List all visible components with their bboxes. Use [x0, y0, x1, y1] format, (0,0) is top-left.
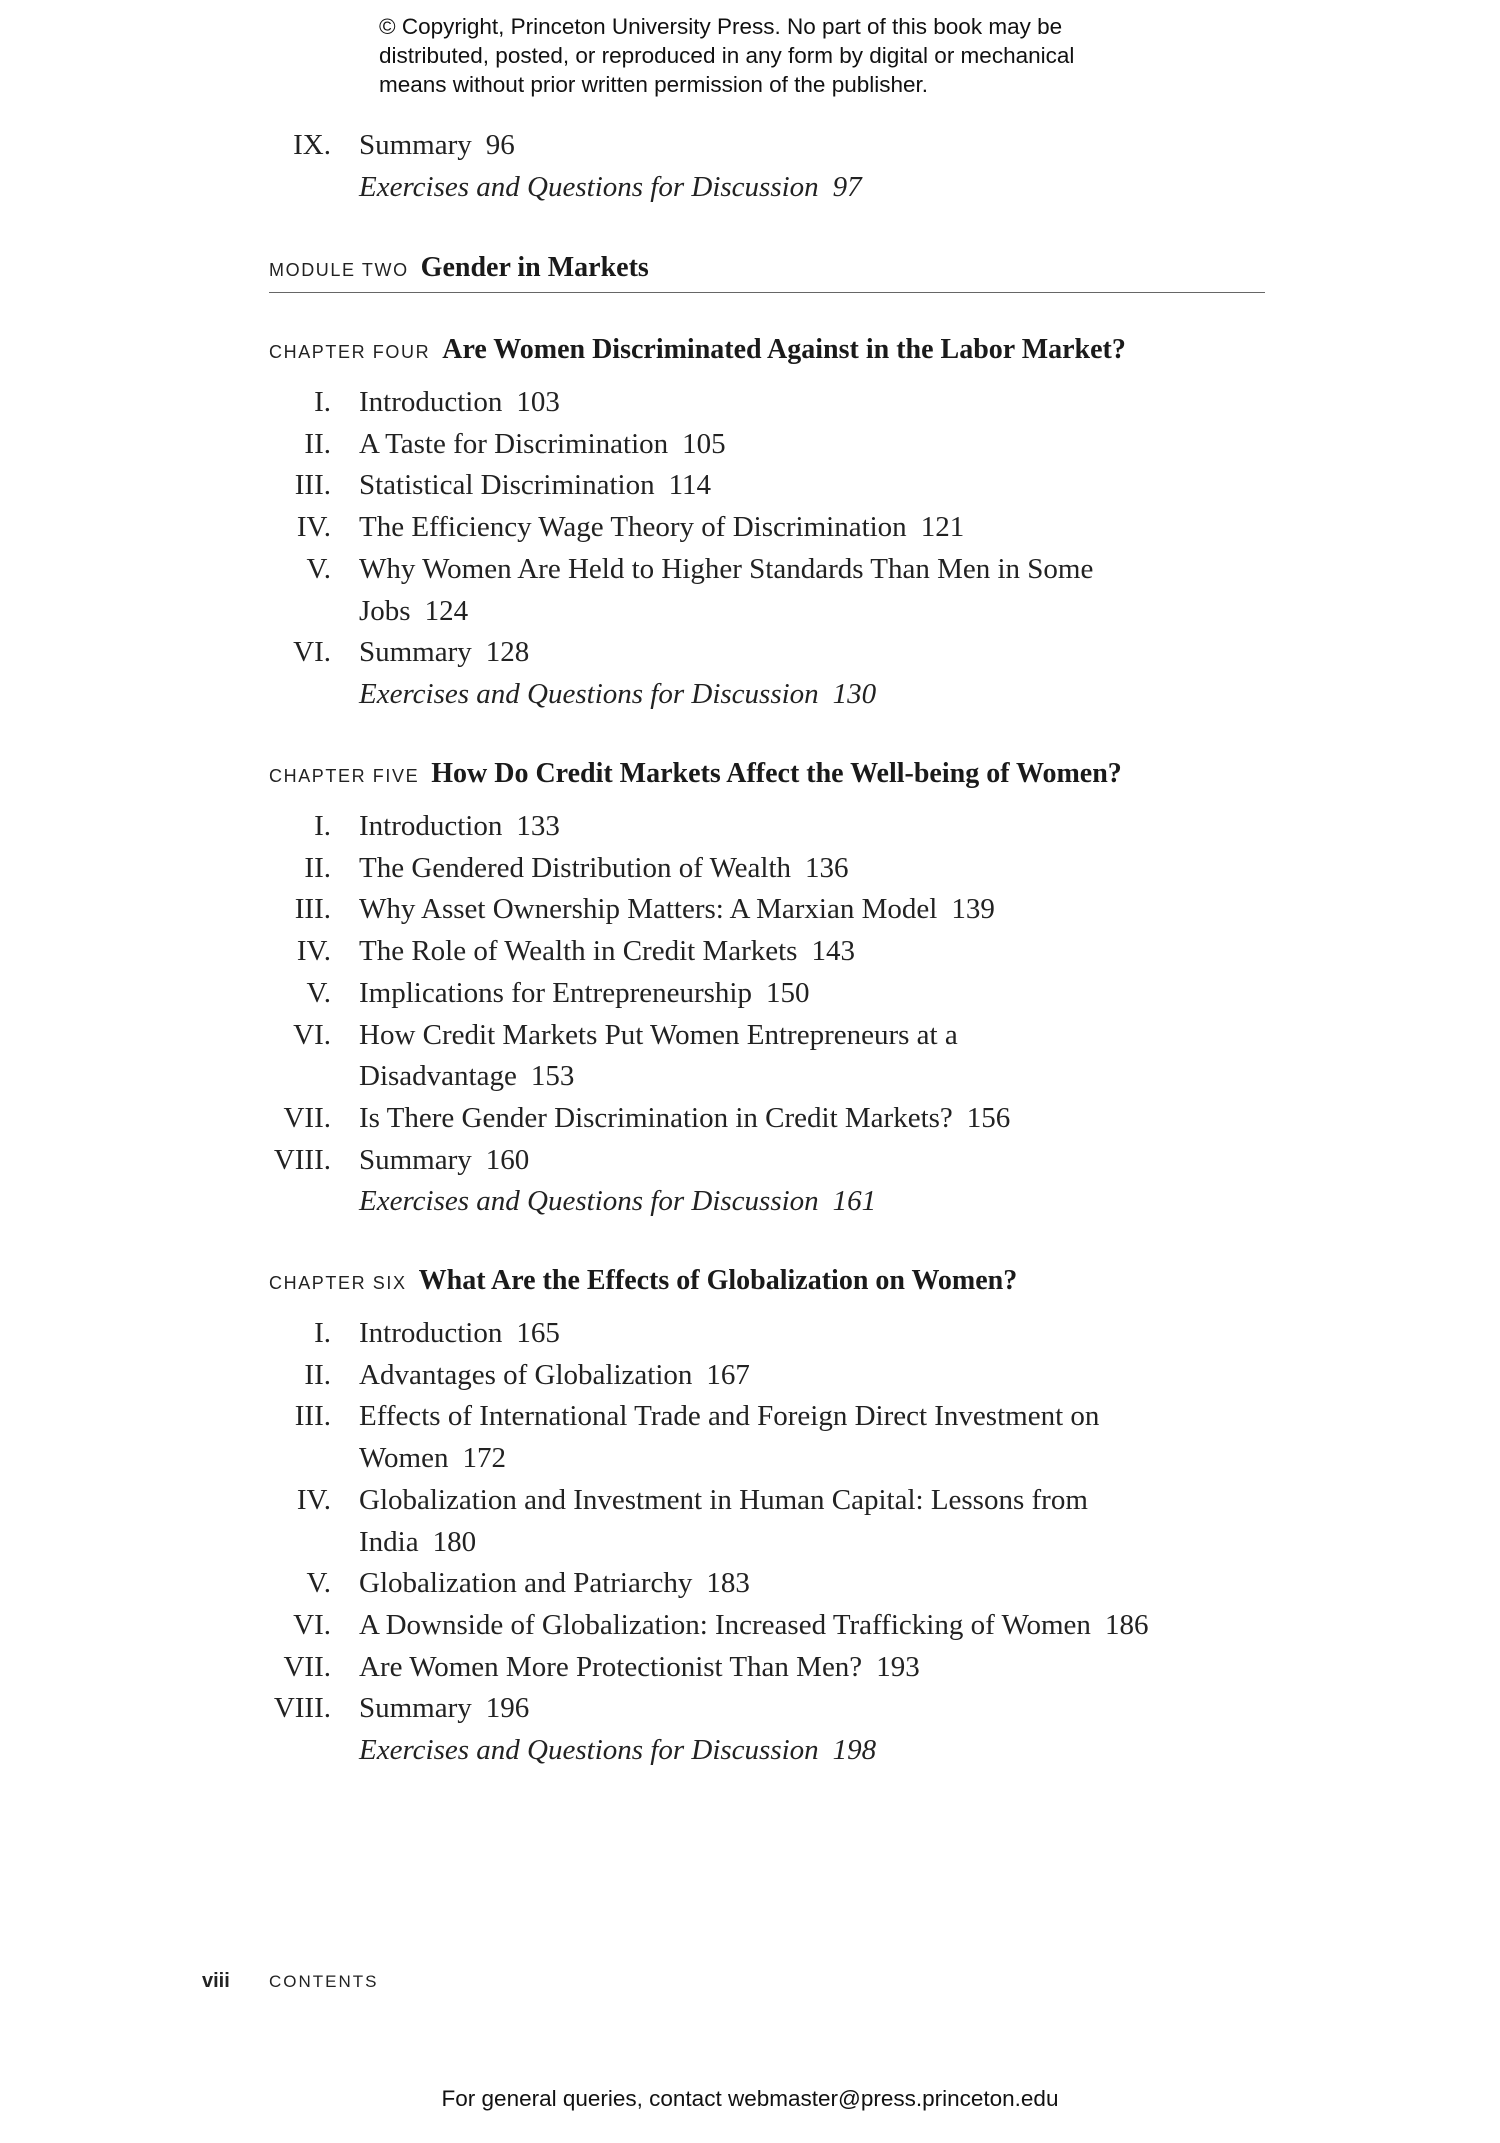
- entry-title: Women: [359, 1442, 449, 1475]
- toc-entry: [269, 1098, 1269, 1140]
- entry-number: III.: [294, 893, 331, 926]
- entry-page: 161: [832, 1185, 877, 1218]
- entry-page: 105: [682, 427, 726, 460]
- entry-line: [359, 1563, 1269, 1605]
- entry-number: III.: [294, 469, 331, 502]
- footer-contact: For general queries, contact webmaster@press.princeton.edu: [441, 2086, 1059, 2111]
- toc-entry: [269, 167, 1269, 209]
- entry-title-line: Why Women Are Held to Higher Standards Than Men in Some: [359, 552, 1094, 585]
- chapter-five: [269, 753, 1269, 1223]
- entry-line: [359, 125, 1269, 167]
- entry-title: Exercises and Questions for Discussion: [359, 1734, 819, 1767]
- chapter-heading: [269, 329, 1269, 372]
- entry-number: VIII.: [273, 1143, 331, 1176]
- entry-title: The Role of Wealth in Credit Markets: [359, 935, 798, 968]
- toc-entry: [269, 889, 1269, 931]
- toc-entry: [269, 1313, 1269, 1355]
- entry-number: II.: [304, 1358, 331, 1391]
- entry-line: [359, 889, 1269, 931]
- entry-number: V.: [306, 1567, 331, 1600]
- entry-title: Introduction: [359, 810, 503, 842]
- entry-title-line: Globalization and Investment in Human Capital: Lessons from: [359, 1483, 1088, 1516]
- entry-title: A Taste for Discrimination: [359, 427, 669, 460]
- entry-number: I.: [314, 386, 331, 418]
- entry-number: V.: [306, 976, 331, 1009]
- entry-page: 198: [832, 1734, 877, 1767]
- entry-line: [359, 931, 1269, 973]
- entry-line: [359, 1522, 1269, 1564]
- entry-page: 124: [424, 594, 469, 627]
- toc-entry: [269, 507, 1269, 549]
- toc-entry: [269, 1140, 1269, 1182]
- entry-number: VI.: [293, 1018, 331, 1051]
- entry-number: VIII.: [273, 1692, 331, 1725]
- carryover-items: [269, 125, 1269, 208]
- running-head: CONTENTS: [269, 1972, 379, 1991]
- entry-page: 183: [706, 1567, 750, 1600]
- entry-title: Summary: [359, 636, 472, 669]
- toc-entry: [269, 424, 1269, 466]
- entry-page: 96: [485, 129, 515, 161]
- entry-page: 196: [485, 1692, 530, 1725]
- entry-page: 156: [966, 1101, 1011, 1134]
- entry-page: 165: [516, 1317, 560, 1349]
- chapter-heading: [269, 1260, 1269, 1303]
- entry-number: I.: [314, 810, 331, 842]
- entry-line: [359, 1438, 1269, 1480]
- toc-entry: [269, 1355, 1269, 1397]
- entry-line: [359, 167, 1269, 209]
- entry-line: [359, 1313, 1269, 1355]
- toc-entry: [269, 1688, 1269, 1730]
- entry-page: 193: [876, 1650, 920, 1683]
- entry-title: Implications for Entrepreneurship: [359, 976, 752, 1009]
- entry-line: [359, 674, 1269, 716]
- toc-entry: [269, 806, 1269, 848]
- module-divider: [269, 292, 1265, 293]
- entry-number: IV.: [296, 935, 331, 968]
- toc-entry: [269, 465, 1269, 507]
- entry-line: [359, 806, 1269, 848]
- entry-page: 150: [766, 976, 810, 1009]
- entry-title: Statistical Discrimination: [359, 469, 655, 502]
- entry-number: II.: [304, 851, 331, 884]
- entry-page: 130: [832, 677, 877, 710]
- entry-number: I.: [314, 1317, 331, 1349]
- entry-page: 103: [516, 386, 560, 418]
- toc-entry: [269, 674, 1269, 716]
- entry-page: 186: [1104, 1608, 1149, 1641]
- entry-title: Summary: [359, 129, 472, 161]
- entry-line: [359, 465, 1269, 507]
- entry-page: 180: [432, 1525, 477, 1558]
- chapter-title: How Do Credit Markets Affect the Well-being of Women?: [431, 758, 1122, 789]
- entry-number: II.: [304, 427, 331, 460]
- entry-line: [359, 1056, 1269, 1098]
- entry-line: [359, 1730, 1269, 1772]
- entry-title: Are Women More Protectionist Than Men?: [359, 1650, 863, 1683]
- chapter-heading: [269, 753, 1269, 796]
- toc-entry: [269, 1015, 1269, 1098]
- copyright-notice: [379, 12, 1074, 99]
- toc-entry: [269, 549, 1269, 632]
- entry-title: A Downside of Globalization: Increased Trafficking of Women: [359, 1608, 1091, 1641]
- entry-title: Summary: [359, 1692, 472, 1725]
- chapter-title: Are Women Discriminated Against in the Labor Market?: [442, 334, 1126, 365]
- entry-title: Summary: [359, 1143, 472, 1176]
- toc-entry: [269, 973, 1269, 1015]
- toc-entry: [269, 931, 1269, 973]
- entry-number: VI.: [293, 1608, 331, 1641]
- toc-entry: [269, 848, 1269, 890]
- copyright-line: distributed, posted, or reproduced in any form by digital or mechanical: [379, 43, 1075, 68]
- entry-line: [359, 1181, 1269, 1223]
- chapter-kicker: CHAPTER FOUR: [269, 342, 431, 362]
- toc-entry: [269, 1605, 1269, 1647]
- entry-number: VII.: [283, 1650, 331, 1683]
- entry-title: Introduction: [359, 386, 503, 418]
- entry-page: 136: [805, 851, 849, 884]
- chapter-four: [269, 329, 1269, 716]
- entry-title: Exercises and Questions for Discussion: [359, 1185, 819, 1218]
- entry-page: 143: [811, 935, 855, 968]
- entry-page: 121: [920, 511, 965, 544]
- entry-number: III.: [294, 1400, 331, 1433]
- entry-line: [359, 1605, 1269, 1647]
- entry-line: [359, 591, 1269, 633]
- toc-entry: [269, 1563, 1269, 1605]
- entry-page: 139: [951, 893, 995, 926]
- chapter-six: [269, 1260, 1269, 1772]
- entry-page: 128: [485, 636, 530, 669]
- module-heading: [269, 247, 1269, 290]
- entry-title: The Gendered Distribution of Wealth: [359, 851, 792, 884]
- entry-line: [359, 1647, 1269, 1689]
- entry-title-line: How Credit Markets Put Women Entrepreneurs at a: [359, 1018, 958, 1051]
- entry-line: [359, 382, 1269, 424]
- toc-entry: [269, 1181, 1269, 1223]
- entry-line: [359, 632, 1269, 674]
- copyright-line: means without prior written permission of the publisher.: [379, 72, 929, 97]
- entry-page: 97: [832, 170, 862, 203]
- entry-line: [359, 424, 1269, 466]
- module-title: Gender in Markets: [420, 252, 649, 283]
- entry-line: [359, 1355, 1269, 1397]
- entry-number: IX.: [293, 129, 331, 161]
- entry-title: Jobs: [359, 594, 411, 627]
- entry-page: 160: [485, 1143, 530, 1176]
- entry-line: [359, 973, 1269, 1015]
- entry-title-line: Effects of International Trade and Foreign Direct Investment on: [359, 1400, 1100, 1433]
- entry-line: [359, 1688, 1269, 1730]
- entry-line: [359, 507, 1269, 549]
- entry-title: Exercises and Questions for Discussion: [359, 170, 819, 203]
- chapter-kicker: CHAPTER FIVE: [269, 766, 420, 786]
- toc-entry: [269, 1480, 1269, 1563]
- chapter-kicker: CHAPTER SIX: [269, 1273, 407, 1293]
- entry-line: [359, 848, 1269, 890]
- entry-number: VI.: [293, 636, 331, 669]
- entry-title: Disadvantage: [359, 1060, 517, 1093]
- entry-title: Why Asset Ownership Matters: A Marxian Model: [359, 893, 938, 926]
- toc-entry: [269, 125, 1269, 167]
- entry-line: [359, 1098, 1269, 1140]
- copyright-line: © Copyright, Princeton University Press. No part of this book may be: [379, 14, 1063, 39]
- entry-page: 167: [706, 1358, 750, 1391]
- page-number: viii: [202, 1970, 230, 1992]
- entry-title: Globalization and Patriarchy: [359, 1567, 693, 1600]
- entry-title: Advantages of Globalization: [359, 1358, 693, 1391]
- module-kicker: MODULE TWO: [269, 260, 409, 280]
- entry-title: Introduction: [359, 1317, 503, 1349]
- toc-entry: [269, 632, 1269, 674]
- entry-title: Exercises and Questions for Discussion: [359, 677, 819, 710]
- entry-line: [359, 1140, 1269, 1182]
- entry-title: India: [359, 1525, 419, 1558]
- entry-title: Is There Gender Discrimination in Credit Markets?: [359, 1101, 953, 1134]
- entry-number: VII.: [283, 1101, 331, 1134]
- toc-entry: [269, 382, 1269, 424]
- entry-number: IV.: [296, 511, 331, 544]
- entry-page: 133: [516, 810, 560, 842]
- toc-entry: [269, 1647, 1269, 1689]
- toc-entry: [269, 1730, 1269, 1772]
- entry-page: 114: [668, 469, 712, 502]
- entry-number: IV.: [296, 1483, 331, 1516]
- entry-page: 153: [530, 1060, 575, 1093]
- entry-title: The Efficiency Wage Theory of Discrimination: [359, 511, 907, 544]
- entry-number: V.: [306, 552, 331, 585]
- entry-page: 172: [462, 1442, 506, 1475]
- toc-entry: [269, 1396, 1269, 1479]
- chapter-title: What Are the Effects of Globalization on Women?: [418, 1265, 1018, 1296]
